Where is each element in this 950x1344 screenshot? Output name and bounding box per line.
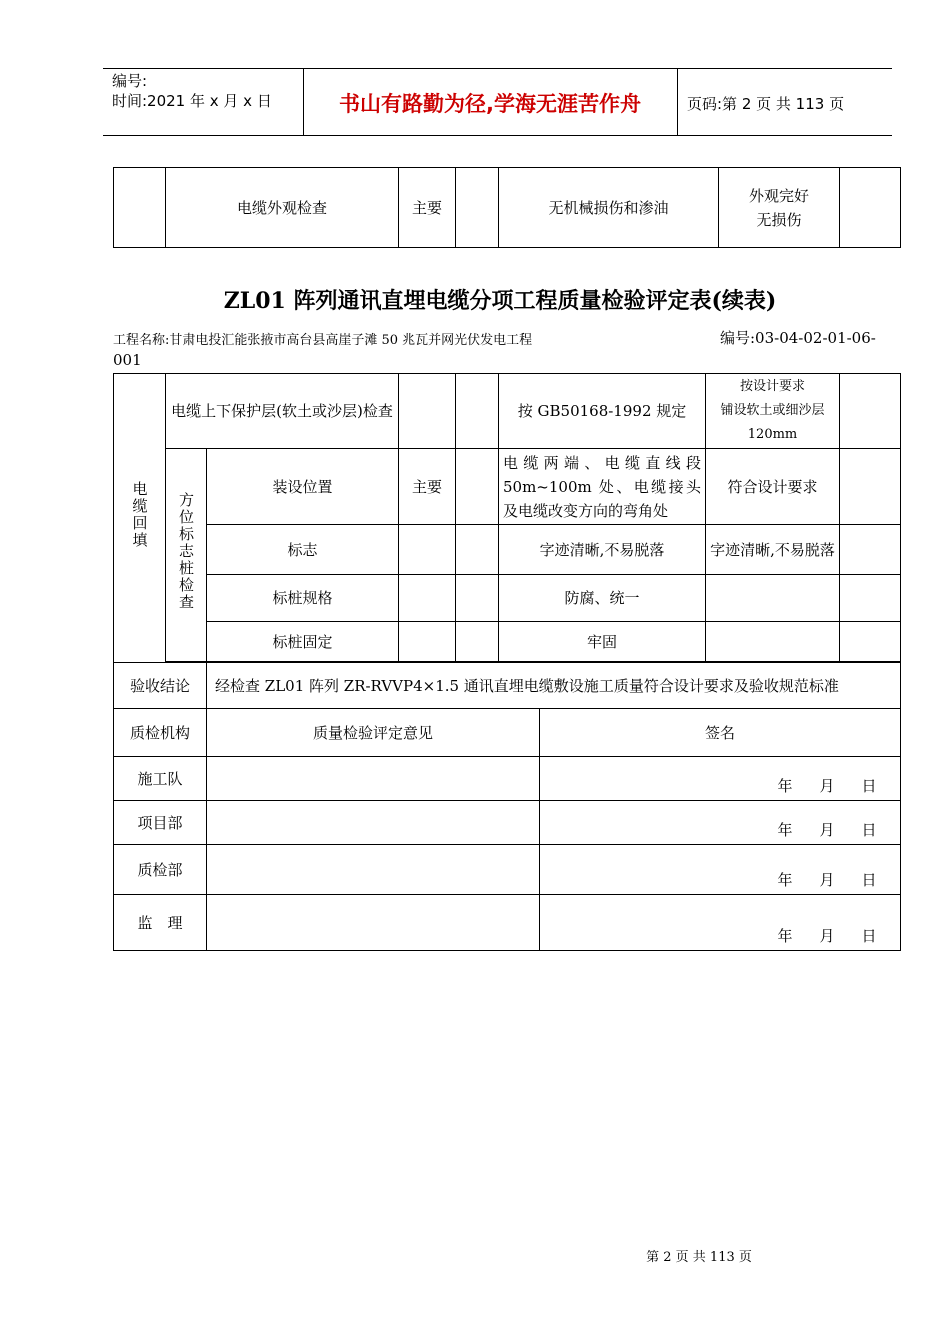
cell-empty <box>840 622 901 662</box>
org-header: 质检机构 <box>114 709 207 757</box>
opinion-cell <box>207 801 540 845</box>
top-result-line1: 外观完好 <box>748 186 809 205</box>
row3-standard: 字迹清晰,不易脱落 <box>499 525 706 575</box>
top-standard: 无机械损伤和渗油 <box>499 168 719 248</box>
org-name: 施工队 <box>114 757 207 801</box>
cell-empty <box>840 374 901 449</box>
cell-empty <box>456 525 499 575</box>
row5-item: 标桩固定 <box>207 622 399 662</box>
opinion-cell <box>207 845 540 895</box>
header-motto: 书山有路勤为径,学海无涯苦作舟 <box>339 92 641 116</box>
top-category: 主要 <box>399 168 456 248</box>
group-label: 电缆回填 <box>114 374 166 663</box>
row2-category: 主要 <box>399 449 456 525</box>
sign-header: 签名 <box>540 709 901 757</box>
page-title: ZL01 阵列通讯直埋电缆分项工程质量检验评定表(续表) <box>223 288 777 314</box>
date-cell: 年 月 日 <box>540 895 901 951</box>
page-footer: 第 2 页 共 113 页 <box>646 1250 752 1265</box>
code-tail: 001 <box>113 351 142 369</box>
row2-standard: 电缆两端、电缆直线段50m~100m 处、电缆接头及电缆改变方向的弯角处 <box>499 449 706 525</box>
header-bottom-rule <box>103 135 892 136</box>
row2-result: 符合设计要求 <box>706 449 840 525</box>
date-cell: 年 月 日 <box>540 801 901 845</box>
cell-empty <box>399 575 456 622</box>
row1-result <box>706 374 840 449</box>
row4-item: 标桩规格 <box>207 575 399 622</box>
top-item: 电缆外观检查 <box>166 168 399 248</box>
org-name: 监 理 <box>114 895 207 951</box>
subgroup-label: 方位标志桩检查 <box>166 449 207 662</box>
opinion-header: 质量检验评定意见 <box>207 709 540 757</box>
cell-empty <box>456 622 499 662</box>
table-row <box>114 801 901 845</box>
cell-empty <box>706 575 840 622</box>
cell-empty <box>456 449 499 525</box>
date-cell: 年 月 日 <box>540 757 901 801</box>
cell-empty <box>840 525 901 575</box>
header-time-label: 时间:2021 年 x 月 x 日 <box>112 92 272 110</box>
header-page-info: 页码:第 2 页 共 113 页 <box>687 95 845 113</box>
opinion-cell <box>207 895 540 951</box>
header-top-rule <box>103 68 892 69</box>
date-cell: 年 月 日 <box>540 845 901 895</box>
top-result <box>719 168 840 248</box>
table-row <box>114 757 901 801</box>
row2-item: 装设位置 <box>207 449 399 525</box>
top-table <box>113 167 901 248</box>
conclusion-label: 验收结论 <box>114 663 207 709</box>
row1-standard: 按 GB50168-1992 规定 <box>499 374 706 449</box>
cell-empty <box>456 575 499 622</box>
org-name: 项目部 <box>114 801 207 845</box>
cell-empty <box>456 374 499 449</box>
table-row <box>114 895 901 951</box>
project-label: 工程名称:甘肃电投汇能张掖市高台县高崖子滩 50 兆瓦并网光伏发电工程 <box>113 333 533 348</box>
code-label: 编号:03-04-02-01-06- <box>720 329 876 347</box>
cell-empty <box>114 168 166 248</box>
row4-standard: 防腐、统一 <box>499 575 706 622</box>
cell-empty <box>840 168 901 248</box>
cell-empty <box>399 525 456 575</box>
row1-result-line3: 120mm <box>747 427 798 442</box>
row1-result-line1: 按设计要求 <box>740 379 806 394</box>
cell-empty <box>840 449 901 525</box>
conclusion-text: 经检查 ZL01 阵列 ZR-RVVP4×1.5 通讯直埋电缆敷设施工质量符合设计要求及验收规范标准 <box>207 663 901 709</box>
cell-empty <box>399 622 456 662</box>
cell-empty <box>840 575 901 622</box>
row1-result-line2: 铺设软土或细沙层 <box>720 403 825 418</box>
header-number-label: 编号: <box>112 72 148 90</box>
row3-item: 标志 <box>207 525 399 575</box>
row5-standard: 牢固 <box>499 622 706 662</box>
row1-item: 电缆上下保护层(软土或沙层)检查 <box>166 374 399 449</box>
cell-empty <box>706 622 840 662</box>
org-name: 质检部 <box>114 845 207 895</box>
header-divider <box>677 68 678 135</box>
top-result-line2: 无损伤 <box>756 210 802 229</box>
cell-empty <box>399 374 456 449</box>
table-row <box>114 845 901 895</box>
main-table <box>113 373 901 951</box>
opinion-cell <box>207 757 540 801</box>
cell-empty <box>456 168 499 248</box>
row3-result: 字迹清晰,不易脱落 <box>706 525 840 575</box>
